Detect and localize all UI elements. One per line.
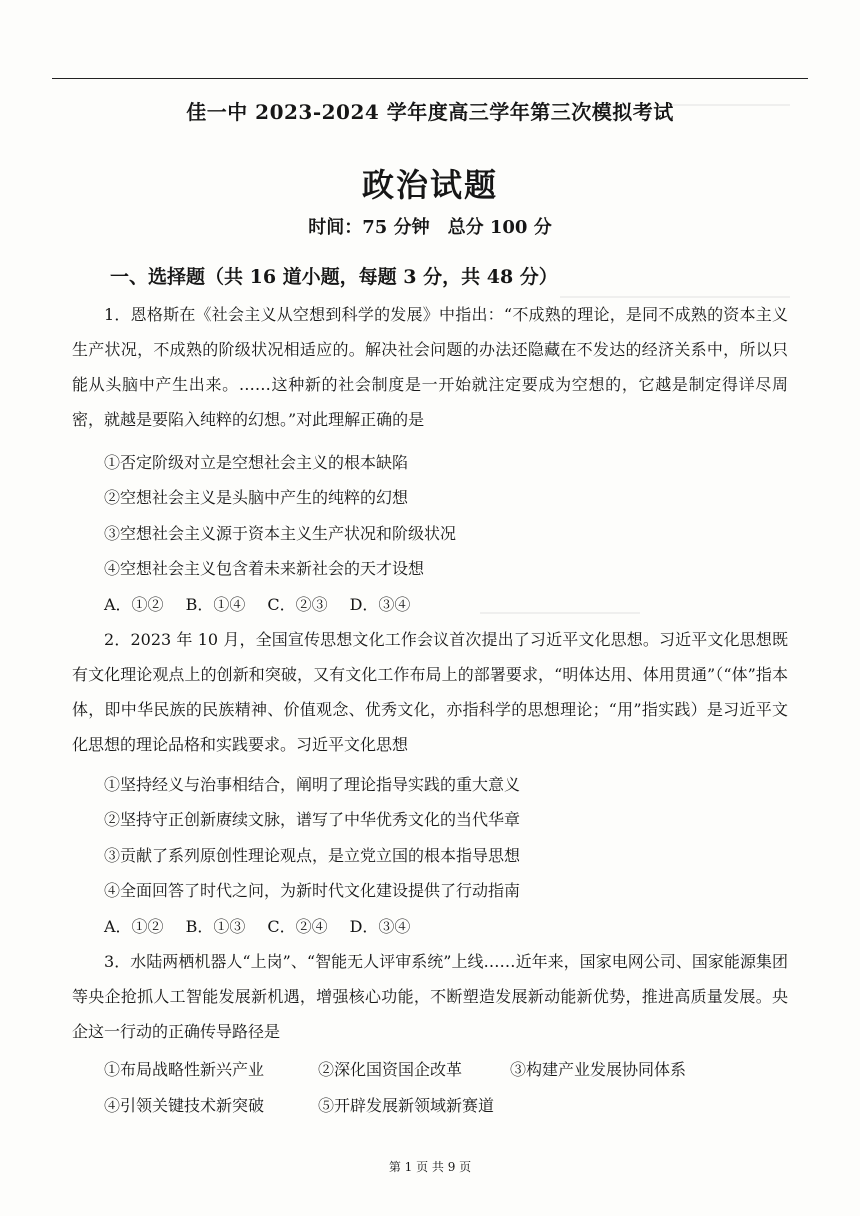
question-1-statement: ①否定阶级对立是空想社会主义的根本缺陷: [104, 453, 409, 472]
question-2-statement: ④全面回答了时代之问，为新时代文化建设提供了行动指南: [104, 881, 521, 900]
question-3-statement: ③构建产业发展协同体系: [510, 1060, 687, 1079]
question-2-choices: [104, 909, 432, 944]
question-1-statement: ④空想社会主义包含着未来新社会的天才设想: [104, 559, 425, 578]
bleed-through-mark: [480, 612, 640, 614]
choice-a[interactable]: A．①②: [104, 917, 164, 936]
question-1-stem: 1．恩格斯在《社会主义从空想到科学的发展》中指出：“不成熟的理论，是同不成熟的资本主义生产状况，不成熟的阶级状况相适应的。解决社会问题的办法还隐藏在不发达的经济关系中，所以只能从头脑中产生出来。……这种新的社会制度是一开始就注定要成为空想的，它越是制定得详尽周密，就越是要陷入纯粹的幻想。”对此理解正确的是: [72, 305, 788, 429]
choice-b[interactable]: B．①③: [185, 917, 246, 936]
question-3-statement: ①布局战略性新兴产业: [104, 1060, 265, 1079]
choice-d[interactable]: D．③④: [349, 595, 411, 614]
question-3-statement: ⑤开辟发展新领域新赛道: [318, 1096, 495, 1115]
choice-a[interactable]: A．①②: [104, 595, 164, 614]
question-1-choices: [104, 587, 432, 622]
question-3-stem: 3．水陆两栖机器人“上岗”、“智能无人评审系统”上线……近年来，国家电网公司、国家能源集团等央企抢抓人工智能发展新机遇，增强核心功能，不断塑造发展新动能新优势，推进高质量发展。央企这一行动的正确传导路径是: [72, 952, 788, 1041]
exam-info: [0, 213, 860, 239]
question-1-statement: ②空想社会主义是头脑中产生的纯粹的幻想: [104, 488, 409, 507]
school-title: 佳一中 2023-2024 学年度高三学年第三次模拟考试: [186, 100, 674, 124]
header-rule: [52, 78, 808, 79]
subject-title: 政治试题: [361, 166, 498, 204]
question-3-statements-row-1: [104, 1052, 686, 1087]
question-1-statement: ③空想社会主义源于资本主义生产状况和阶级状况: [104, 524, 457, 543]
exam-total-score: 总分 100 分: [447, 217, 552, 238]
choice-d[interactable]: D．③④: [349, 917, 411, 936]
question-3-statement: ④引领关键技术新突破: [104, 1096, 265, 1115]
question-3-statement: ②深化国资国企改革: [318, 1060, 463, 1079]
exam-time: 时间：75 分钟: [308, 217, 430, 238]
question-2-statement: ①坚持经义与治事相结合，阐明了理论指导实践的重大意义: [104, 775, 521, 794]
question-2-stem: 2．2023 年 10 月，全国宣传思想文化工作会议首次提出了习近平文化思想。习近平文化思想既有文化理论观点上的创新和突破，又有文化工作布局上的部署要求，“明体达用、体用贯通”（“体”指本体，即中华民族的民族精神、价值观念、优秀文化，亦指科学的思想理论；“用”指实践）是习近平文化思想的理论品格和实践要求。习近平文化思想: [72, 630, 788, 754]
question-3-statements-row-2: [104, 1088, 494, 1123]
choice-b[interactable]: B．①④: [185, 595, 246, 614]
question-2-statement: ②坚持守正创新赓续文脉，谱写了中华优秀文化的当代华章: [104, 810, 521, 829]
choice-c[interactable]: C．②④: [267, 917, 328, 936]
page-number: 第 1 页 共 9 页: [388, 1160, 472, 1174]
section-title: 一、选择题（共 16 道小题，每题 3 分，共 48 分）: [110, 266, 558, 288]
choice-c[interactable]: C．②③: [267, 595, 328, 614]
question-2-statement: ③贡献了系列原创性理论观点，是立党立国的根本指导思想: [104, 846, 521, 865]
